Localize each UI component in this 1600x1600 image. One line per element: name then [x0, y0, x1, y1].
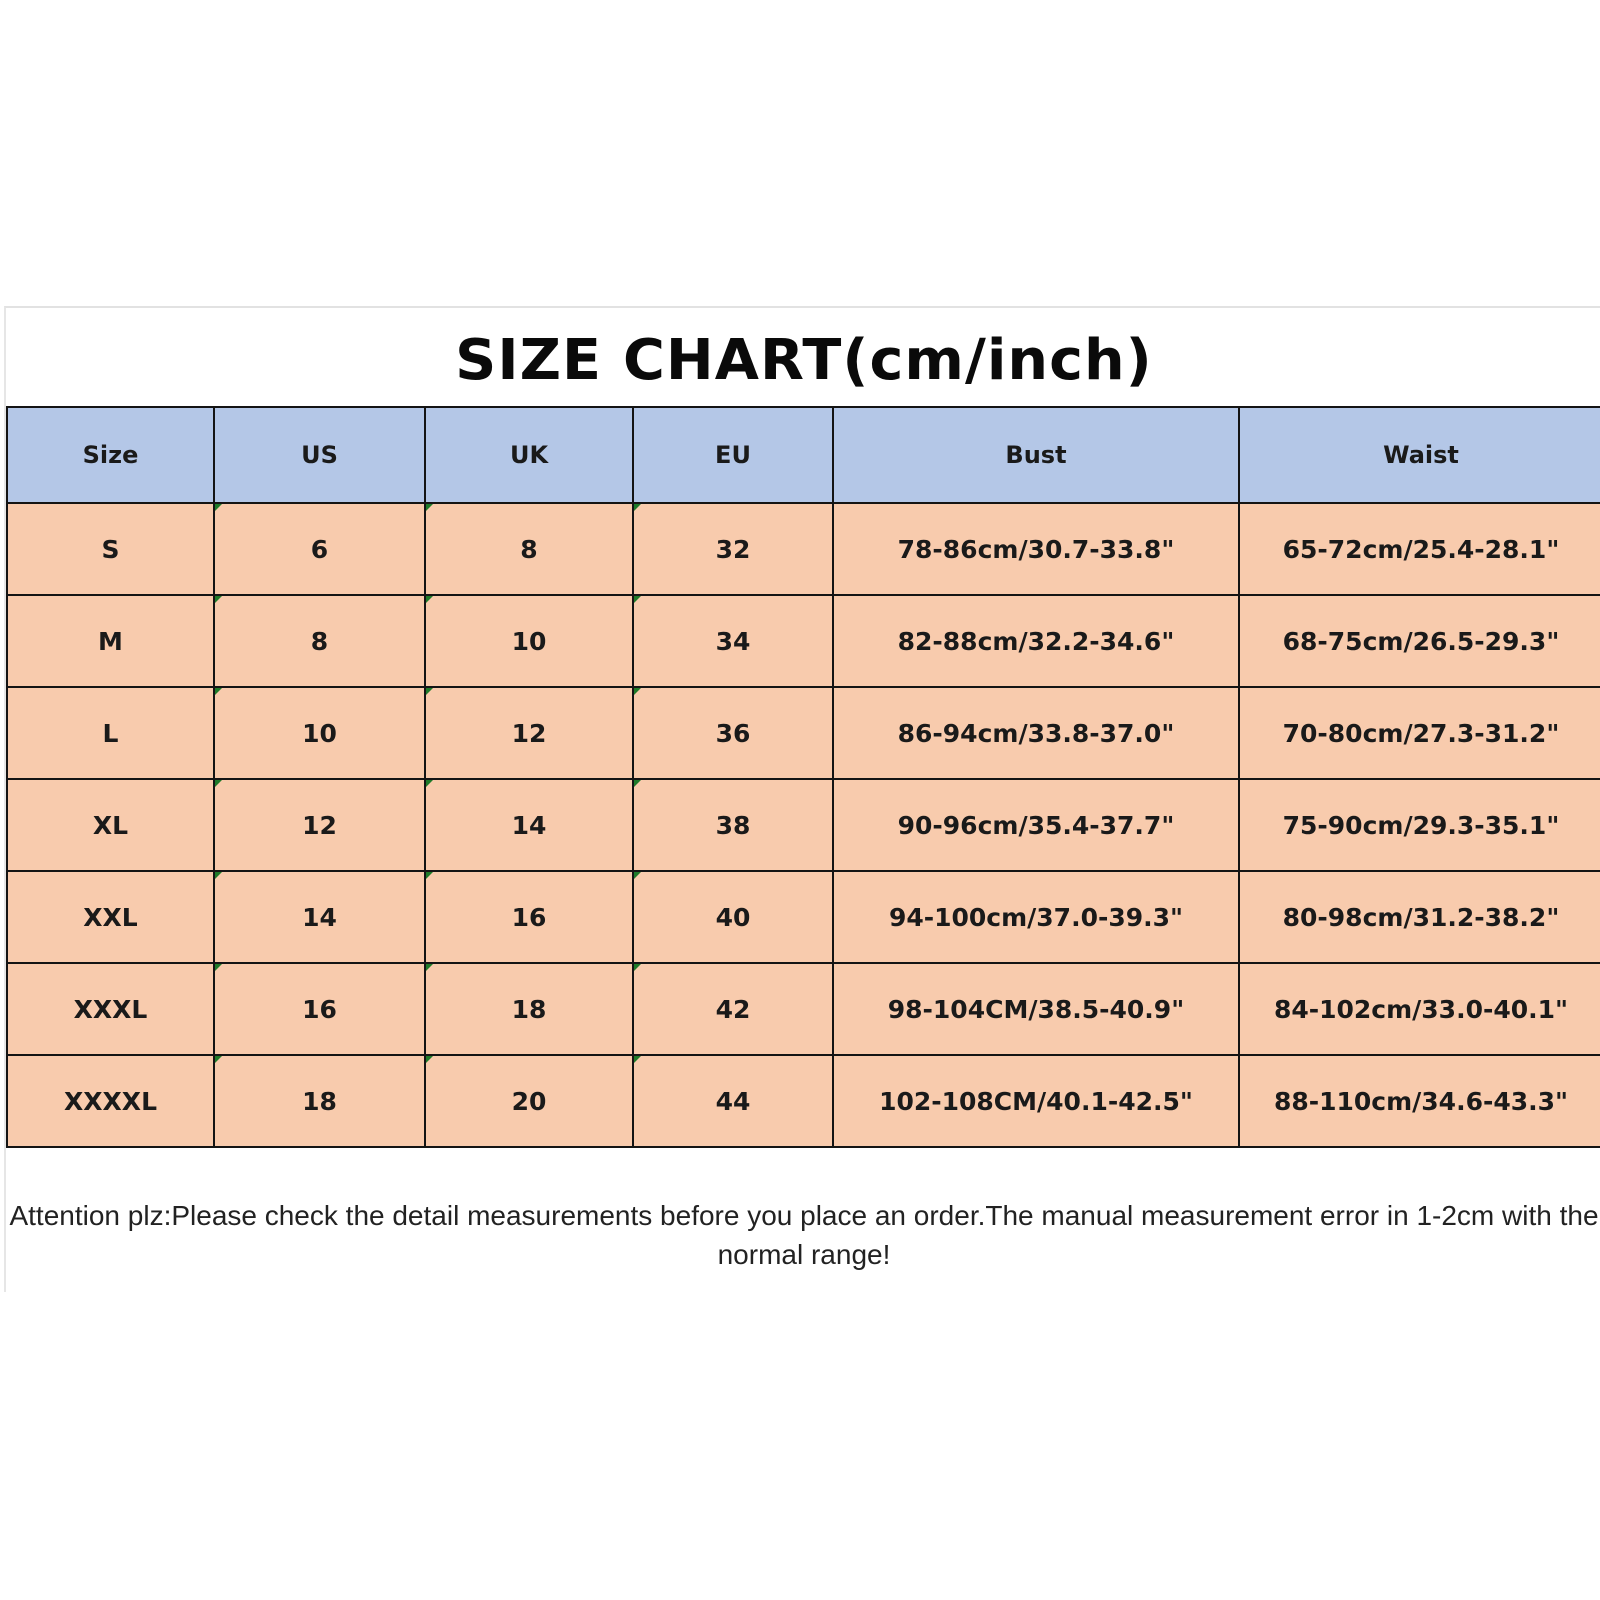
cell-size: L — [7, 687, 214, 779]
cell-uk: 18 — [425, 963, 633, 1055]
cell-us: 18 — [214, 1055, 425, 1147]
cell-eu: 34 — [633, 595, 833, 687]
cell-us: 16 — [214, 963, 425, 1055]
attention-note: Attention plz:Please check the detail measurements before you place an order.The manual measurement error in 1-2cm with the normal range! — [9, 1200, 1599, 1270]
cell-eu: 32 — [633, 503, 833, 595]
cell-bust: 94-100cm/37.0-39.3" — [833, 871, 1239, 963]
cell-us: 10 — [214, 687, 425, 779]
cell-uk: 14 — [425, 779, 633, 871]
column-header-eu: EU — [633, 407, 833, 503]
cell-us: 6 — [214, 503, 425, 595]
cell-size: M — [7, 595, 214, 687]
table-header-row — [7, 407, 1600, 503]
cell-eu: 36 — [633, 687, 833, 779]
cell-uk: 8 — [425, 503, 633, 595]
cell-bust: 90-96cm/35.4-37.7" — [833, 779, 1239, 871]
cell-size: XXXXL — [7, 1055, 214, 1147]
cell-eu: 42 — [633, 963, 833, 1055]
table-row — [7, 779, 1600, 871]
cell-size: XXL — [7, 871, 214, 963]
cell-size: XXXL — [7, 963, 214, 1055]
cell-bust: 102-108CM/40.1-42.5" — [833, 1055, 1239, 1147]
page-title: SIZE CHART(cm/inch) — [455, 328, 1153, 393]
cell-eu: 44 — [633, 1055, 833, 1147]
cell-waist: 75-90cm/29.3-35.1" — [1239, 779, 1600, 871]
cell-waist: 88-110cm/34.6-43.3" — [1239, 1055, 1600, 1147]
cell-size: S — [7, 503, 214, 595]
cell-bust: 98-104CM/38.5-40.9" — [833, 963, 1239, 1055]
table-row — [7, 503, 1600, 595]
cell-us: 14 — [214, 871, 425, 963]
column-header-waist: Waist — [1239, 407, 1600, 503]
column-header-bust: Bust — [833, 407, 1239, 503]
cell-eu: 38 — [633, 779, 833, 871]
cell-size: XL — [7, 779, 214, 871]
cell-bust: 82-88cm/32.2-34.6" — [833, 595, 1239, 687]
table-row — [7, 687, 1600, 779]
cell-bust: 86-94cm/33.8-37.0" — [833, 687, 1239, 779]
cell-waist: 68-75cm/26.5-29.3" — [1239, 595, 1600, 687]
column-header-uk: UK — [425, 407, 633, 503]
cell-waist: 65-72cm/25.4-28.1" — [1239, 503, 1600, 595]
cell-uk: 12 — [425, 687, 633, 779]
size-table — [6, 406, 1600, 1148]
table-row — [7, 595, 1600, 687]
cell-bust: 78-86cm/30.7-33.8" — [833, 503, 1239, 595]
table-row — [7, 871, 1600, 963]
table-row — [7, 963, 1600, 1055]
cell-us: 12 — [214, 779, 425, 871]
table-row — [7, 1055, 1600, 1147]
cell-waist: 84-102cm/33.0-40.1" — [1239, 963, 1600, 1055]
cell-uk: 20 — [425, 1055, 633, 1147]
cell-waist: 80-98cm/31.2-38.2" — [1239, 871, 1600, 963]
column-header-size: Size — [7, 407, 214, 503]
size-chart-card — [4, 306, 1600, 1292]
cell-waist: 70-80cm/27.3-31.2" — [1239, 687, 1600, 779]
cell-uk: 16 — [425, 871, 633, 963]
cell-us: 8 — [214, 595, 425, 687]
cell-eu: 40 — [633, 871, 833, 963]
column-header-us: US — [214, 407, 425, 503]
cell-uk: 10 — [425, 595, 633, 687]
